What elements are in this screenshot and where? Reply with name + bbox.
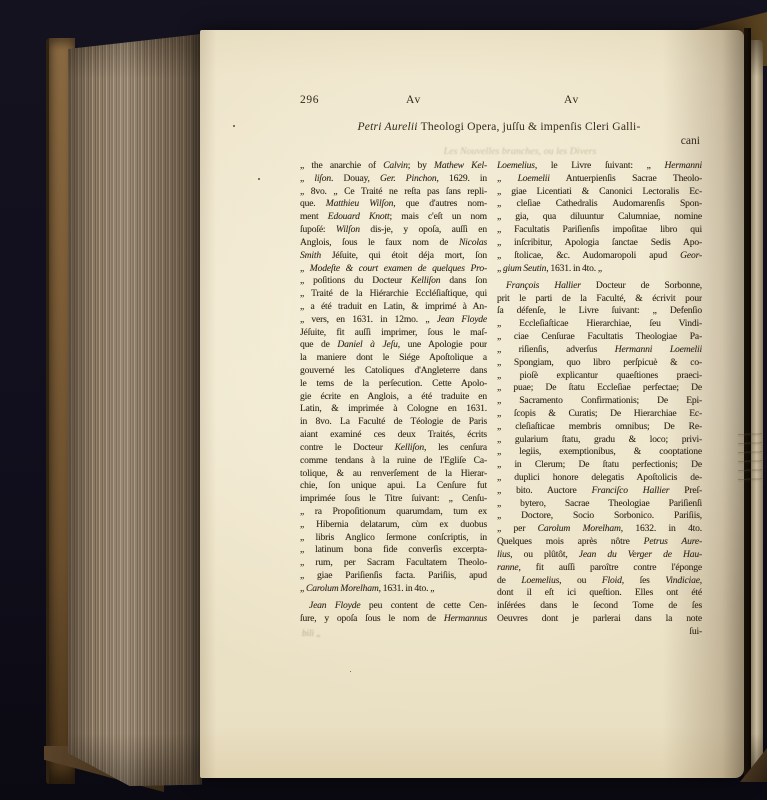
text-line: „ gularium ſtatu, gradu & loco; privi- — [497, 433, 702, 445]
text-line: lius, ou plûtôt, Jean du Verger de Hau- — [497, 548, 702, 560]
text-line: „ poſitions du Docteur Kelliſon dans ſon — [300, 275, 487, 287]
text-line: „ Facultatis Pariſienſis impoſitae libro qui — [497, 224, 702, 236]
text-line: ranne, fit auſſi paroître contre l'éponge — [497, 561, 702, 573]
text-line: „ liſon. Douay, Ger. Pinchon, 1629. in — [300, 172, 487, 184]
text-line: ment Edouard Knott; mais c'eſt un nom — [300, 211, 487, 223]
text-line: Jéſuite, fit auſſi imprimer, ſous le maſ- — [300, 326, 487, 338]
running-head-right: Av — [564, 94, 580, 106]
text-line: Smith Jéſuite, qui étoit déja mort, ſon — [300, 249, 487, 261]
text-line: inſérées dans le ſecond Tome de ſes — [497, 600, 702, 612]
text-line: ſure, y opoſa ſous le nom de Hermannus — [300, 612, 487, 624]
text-line: „ ciae Cenſurae Facultatis Theologiae Pa- — [497, 331, 702, 343]
text-line: Anglois, ſous le faux nom de Nicolas — [300, 236, 487, 248]
text-line: „ gia, qua diluuntur Calumniae, nomine — [497, 211, 702, 223]
text-line: „ riſienſis, adverſus Hermanni Loemelii — [497, 343, 702, 355]
text-line: „ Loemelii Antuerpienſis Sacrae Theolo- — [497, 172, 702, 184]
text-line: „ the anarchie of Calvin; by Mathew Kel- — [300, 160, 487, 171]
text-line: „ ſcopis & Curatis; De Hierarchiae Ec- — [497, 407, 702, 419]
title-roman-part: Theologi Opera, juſſu & impenſis Cleri Galli- — [417, 120, 641, 133]
text-line: contre le Docteur Kelliſon, les cenſura — [300, 441, 487, 453]
text-line: le tems de la perſecution. Cette Apolo- — [300, 377, 487, 389]
gutter-crease — [744, 28, 751, 780]
text-line: Latin, & imprimée à Cologne en 1631. — [300, 403, 487, 415]
text-line: „ bito. Auctore Franciſco Hallier Preſ- — [497, 484, 702, 496]
text-line: dont il eſt ici queſtion. Elles ont été — [497, 587, 702, 599]
text-line: Oeuvres dont je parlerai dans la note — [497, 612, 702, 624]
text-line: „ legiis, exemptionibus, & cooptatione — [497, 446, 702, 458]
section-title — [296, 120, 702, 133]
text-line: „ a été traduit en Latin, & imprimé à An- — [300, 300, 487, 312]
text-line: „ ra Propoſitionum quarumdam, tum ex — [300, 505, 487, 517]
text-line: tolique, & au renverſement de la Hierar- — [300, 467, 487, 479]
text-line: „ Traité de la Hiérarchie Eccléſiaſtique, qui — [300, 288, 487, 300]
title-italic-part: Petri Aurelii — [357, 120, 418, 133]
ink-speck — [350, 671, 351, 672]
text-line: „ vers, en 1631. in 12mo. „ Jean Floyde — [300, 313, 487, 325]
text-line: in 8vo. La Faculté de Téologie de Paris — [300, 416, 487, 428]
text-line: Jean Floyde peu content de cette Cen- — [309, 600, 487, 612]
text-line: aiant examiné ces deux Traités, écrits — [300, 429, 487, 441]
text-line: „ Doctore, Socio Sorbonico. Pariſiis, — [497, 510, 702, 522]
text-line: la maniere dont le Siége Apoſtolique a — [300, 352, 487, 364]
text-line: „ Modeſte & court examen de quelques Pro- — [300, 262, 487, 274]
title-carryover: cani — [680, 134, 700, 147]
facing-page-edge — [751, 40, 763, 778]
text-line: „ puae; De ſtatu Eccleſiae perfectae; De — [497, 382, 702, 394]
text-line: gouverné les Catoliques d'Angleterre dans — [300, 365, 487, 376]
text-line: „ cleſiae Cathedralis Audomarenſis Spon- — [497, 198, 702, 210]
text-line: „ rum, per Sacram Facultatem Theolo- — [300, 557, 487, 569]
text-line: „ libris Anglico ſermone conſcriptis, in — [300, 531, 487, 543]
text-line: „ giae Pariſienſis facta. Pariſiis, apud — [300, 570, 487, 581]
text-line: ſui- — [689, 625, 702, 637]
text-line: Quelques mois après nôtre Petrus Aure- — [497, 536, 702, 548]
text-line: „ per Carolum Morelham, 1632. in 4to. — [497, 523, 702, 535]
text-line: que de Daniel à Jeſu, une Apologie pour — [300, 339, 487, 351]
text-line: „ Hibernia delatarum, cùm ex duobus — [300, 518, 487, 530]
text-line: comme tendans à la ruine de l'Egliſe Ca- — [300, 454, 487, 466]
text-line: François Hallier Docteur de Sorbonne, — [506, 279, 702, 291]
text-line: ſa défenſe, le Livre ſuivant: „ Defenſio — [497, 305, 702, 317]
ink-speck — [233, 125, 235, 127]
text-line: que. Matthieu Wilſon, que d'autres nom- — [300, 198, 487, 210]
text-column-right — [497, 160, 702, 639]
text-line: Loemelius, le Livre ſuivant: „ Hermanni — [497, 160, 702, 171]
text-line: „ pioſè explicantur quaeſtiones praeci- — [497, 369, 702, 381]
bleed-through-scribble: bili „ — [302, 628, 322, 638]
text-line: prit le parti de la Faculté, & écrivit pour — [497, 292, 702, 304]
text-line: „ bytero, Sacrae Theologiae Pariſienſi — [497, 497, 702, 509]
text-line: „ duplici honore delegatis Apoſtolicis de- — [497, 472, 702, 483]
text-columns — [300, 160, 702, 639]
text-column-left — [300, 160, 487, 639]
text-line: de Loemelius, ou Floid, ſes Vindiciae, — [497, 574, 702, 586]
text-line: „ ſtolicae, &c. Audomaropoli apud Geor- — [497, 249, 702, 261]
ink-speck — [258, 178, 260, 180]
handwritten-margin-note — [738, 432, 762, 484]
text-line: „ Eccleſiaſticae Hierarchiae, ſeu Vindi- — [497, 318, 702, 330]
text-line: „ inſcribitur, Apologia ſanctae Sedis Apo- — [497, 236, 702, 248]
text-line: „ Carolum Morelham, 1631. in 4to. „ — [300, 582, 435, 594]
text-line: „ giae Licentiati & Canonici Lectoralis Ec- — [497, 185, 702, 197]
text-line: „ latinum bona fide converſis excerpta- — [300, 544, 487, 556]
text-line: ſupoſé: Wilſon dis-je, y opoſa, auſſi en — [300, 224, 487, 236]
book-page — [200, 30, 744, 778]
bleed-through-text: Les Nouvelles branches, ou les Divers — [443, 146, 597, 157]
page-number: 296 — [300, 94, 320, 106]
text-line: „ Sacramento Confirmationis; De Epi- — [497, 395, 702, 407]
text-line: „ in Clerum; De ſtatu perfectionis; De — [497, 459, 702, 471]
text-line: „ Spongiam, quo libro perſpicuè & co- — [497, 356, 702, 368]
text-line: imprimée ſous le Titre ſuivant: „ Cenſu- — [300, 493, 487, 505]
text-line: „ cleſiaſticae membris omnibus; De Re- — [497, 420, 702, 432]
text-line: gie écrite en Anglois, a été traduite en — [300, 390, 487, 402]
page-block-fore-edge — [68, 34, 202, 786]
text-line: chie, ſon unique apui. La Cenſure fut — [300, 480, 487, 492]
text-line: „ 8vo. „ Ce Traité ne reſta pas ſans repli- — [300, 185, 487, 197]
running-head-left: Av — [406, 94, 422, 106]
text-line: „ gium Seutin, 1631. in 4to. „ — [497, 262, 602, 274]
